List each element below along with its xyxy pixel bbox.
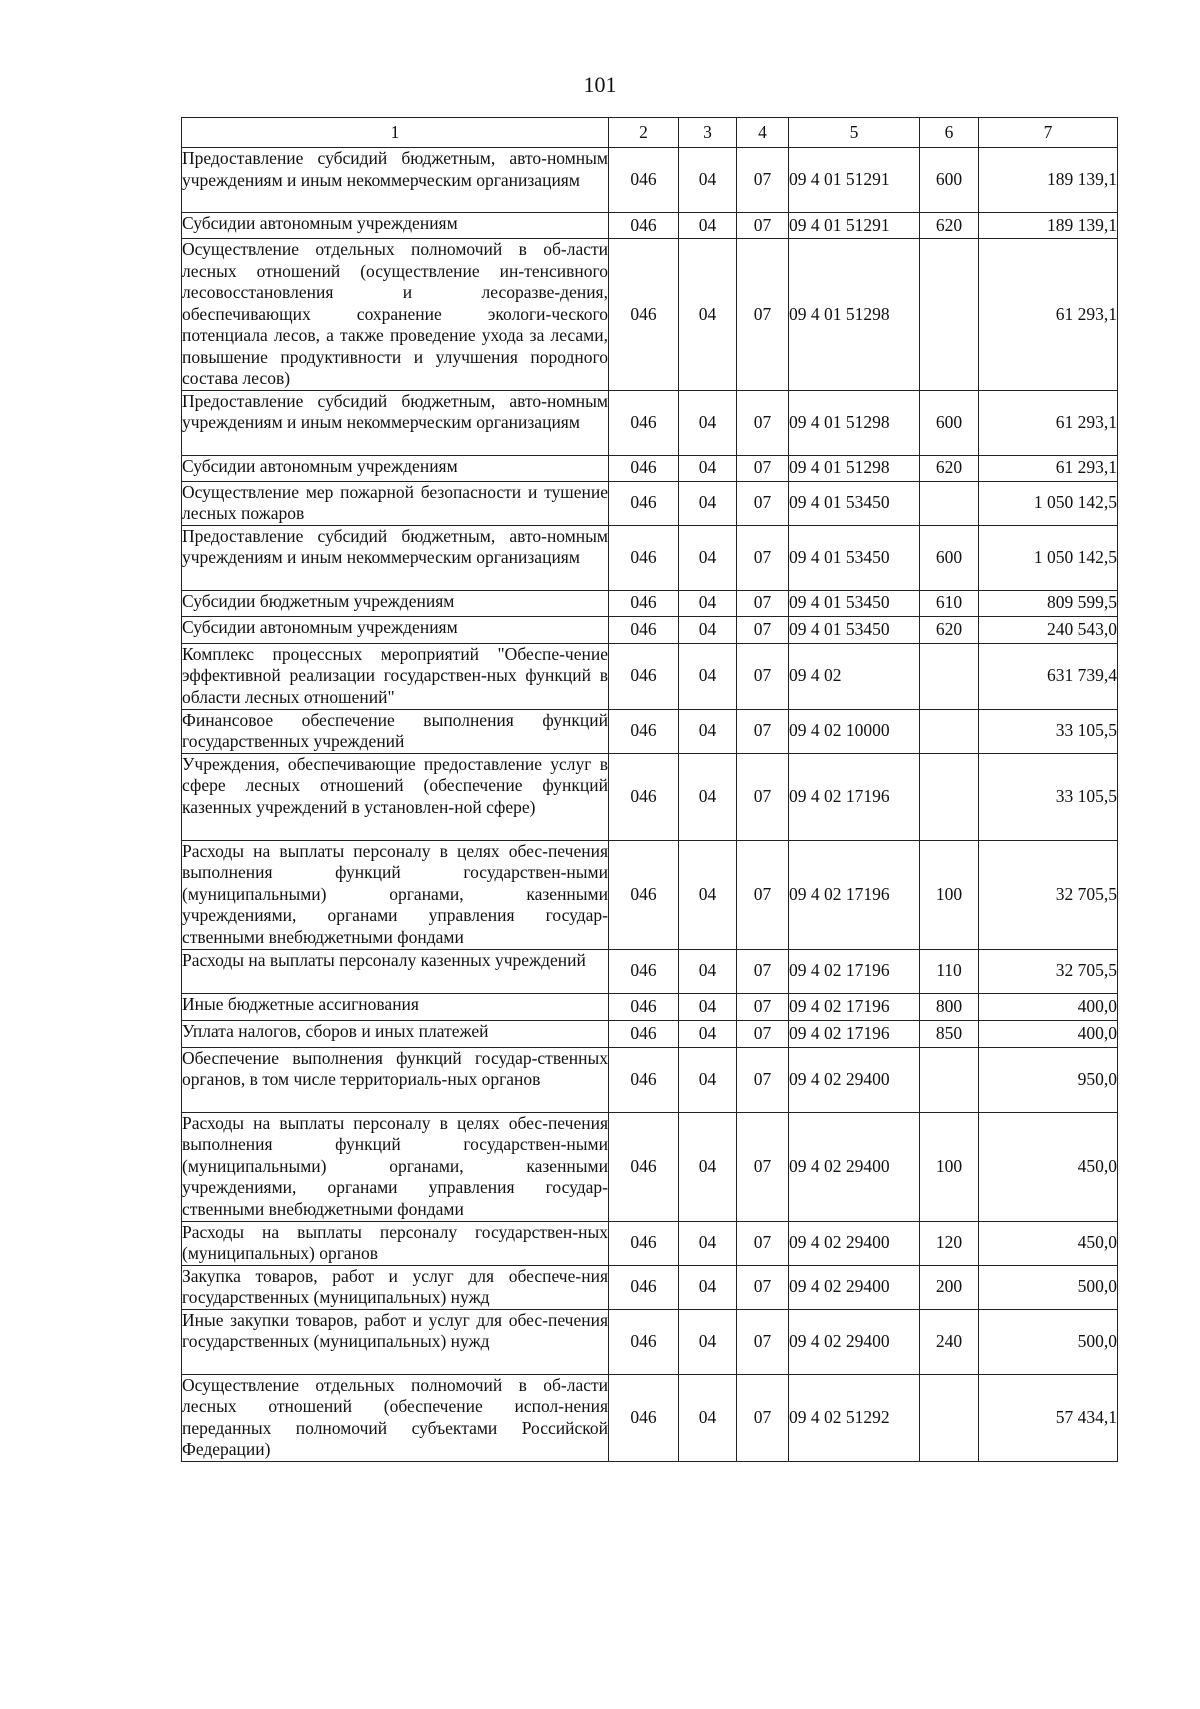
row-expense-type: 620 xyxy=(920,455,979,481)
row-section-code: 04 xyxy=(679,993,737,1020)
header-cell: 6 xyxy=(920,118,979,148)
row-ministry-code: 046 xyxy=(609,239,679,391)
row-section-code: 04 xyxy=(679,949,737,993)
row-expense-type: 610 xyxy=(920,590,979,616)
row-subsection-code: 07 xyxy=(737,949,789,993)
row-ministry-code: 046 xyxy=(609,1374,679,1461)
row-expense-type: 850 xyxy=(920,1020,979,1047)
row-ministry-code: 046 xyxy=(609,709,679,753)
table-row xyxy=(182,455,1118,481)
row-description: Учреждения, обеспечивающие предоставление услуг в сфере лесных отношений (обеспечение функций казенных учреждений в установлен-ной сфере) xyxy=(182,753,609,840)
row-expense-type xyxy=(920,753,979,840)
row-description: Уплата налогов, сборов и иных платежей xyxy=(182,1020,609,1047)
row-target-article: 09 4 02 17196 xyxy=(789,753,920,840)
header-cell: 2 xyxy=(609,118,679,148)
row-expense-type: 100 xyxy=(920,1112,979,1221)
row-section-code: 04 xyxy=(679,239,737,391)
row-amount: 500,0 xyxy=(979,1265,1118,1309)
row-amount: 189 139,1 xyxy=(979,213,1118,239)
row-ministry-code: 046 xyxy=(609,616,679,643)
row-section-code: 04 xyxy=(679,148,737,213)
row-description: Осуществление отдельных полномочий в об-ласти лесных отношений (обеспечение испол-нения переданных полномочий субъектами Российской Федерации) xyxy=(182,1374,608,1459)
table-row xyxy=(182,590,1118,616)
row-expense-type: 800 xyxy=(920,993,979,1020)
row-section-code: 04 xyxy=(679,709,737,753)
row-section-code: 04 xyxy=(679,1047,737,1112)
row-amount: 33 105,5 xyxy=(979,709,1118,753)
table-row xyxy=(182,1374,1118,1461)
row-target-article: 09 4 01 51298 xyxy=(789,239,920,391)
row-description: Иные закупки товаров, работ и услуг для обес-печения государственных (муниципальных) нужд xyxy=(182,1309,609,1374)
row-target-article: 09 4 01 51298 xyxy=(789,390,920,455)
row-target-article: 09 4 02 29400 xyxy=(789,1265,920,1309)
row-ministry-code: 046 xyxy=(609,1309,679,1374)
row-ministry-code: 046 xyxy=(609,1265,679,1309)
row-amount: 57 434,1 xyxy=(979,1374,1118,1461)
header-cell: 3 xyxy=(679,118,737,148)
row-subsection-code: 07 xyxy=(737,1374,789,1461)
row-target-article: 09 4 01 53450 xyxy=(789,590,920,616)
row-ministry-code: 046 xyxy=(609,525,679,590)
row-amount: 500,0 xyxy=(979,1309,1118,1374)
row-ministry-code: 046 xyxy=(609,753,679,840)
budget-table xyxy=(181,117,1118,1462)
row-section-code: 04 xyxy=(679,525,737,590)
row-section-code: 04 xyxy=(679,643,737,709)
row-target-article: 09 4 02 29400 xyxy=(789,1047,920,1112)
row-description: Расходы на выплаты персоналу в целях обес-печения выполнения функций государствен-ными (муниципальными) органами, казенными учреждениями, органами управления государ-ственными внебюджетными фондами xyxy=(182,1112,609,1221)
table-row xyxy=(182,481,1118,525)
row-amount: 809 599,5 xyxy=(979,590,1118,616)
row-target-article: 09 4 01 51291 xyxy=(789,213,920,239)
row-subsection-code: 07 xyxy=(737,213,789,239)
row-section-code: 04 xyxy=(679,1221,737,1265)
row-subsection-code: 07 xyxy=(737,993,789,1020)
row-target-article: 09 4 02 10000 xyxy=(789,709,920,753)
row-description: Субсидии автономным учреждениям xyxy=(182,213,609,239)
row-description: Комплекс процессных мероприятий "Обеспе-чение эффективной реализации государствен-ных функций в области лесных отношений" xyxy=(182,643,609,709)
row-target-article: 09 4 02 17196 xyxy=(789,949,920,993)
row-section-code: 04 xyxy=(679,455,737,481)
row-section-code: 04 xyxy=(679,1374,737,1461)
row-target-article: 09 4 02 17196 xyxy=(789,840,920,949)
row-subsection-code: 07 xyxy=(737,1221,789,1265)
row-expense-type: 600 xyxy=(920,148,979,213)
row-amount: 950,0 xyxy=(979,1047,1118,1112)
row-amount: 1 050 142,5 xyxy=(979,481,1118,525)
row-subsection-code: 07 xyxy=(737,1020,789,1047)
row-section-code: 04 xyxy=(679,616,737,643)
row-description: Закупка товаров, работ и услуг для обеспече-ния государственных (муниципальных) нужд xyxy=(182,1265,608,1307)
row-subsection-code: 07 xyxy=(737,840,789,949)
row-expense-type xyxy=(920,709,979,753)
row-subsection-code: 07 xyxy=(737,525,789,590)
row-description: Расходы на выплаты персоналу казенных учреждений xyxy=(182,949,609,993)
table-row xyxy=(182,1265,1118,1309)
row-ministry-code: 046 xyxy=(609,840,679,949)
header-cell: 1 xyxy=(182,118,609,148)
row-expense-type: 120 xyxy=(920,1221,979,1265)
table-row xyxy=(182,213,1118,239)
row-ministry-code: 046 xyxy=(609,949,679,993)
table-row xyxy=(182,753,1118,840)
row-subsection-code: 07 xyxy=(737,643,789,709)
row-description: Расходы на выплаты персоналу в целях обес-печения выполнения функций государствен-ными (муниципальными) органами, казенными учреждениями, органами управления государ-ственными внебюджетными фондами xyxy=(182,840,609,949)
row-amount: 631 739,4 xyxy=(979,643,1118,709)
row-expense-type xyxy=(920,643,979,709)
row-ministry-code: 046 xyxy=(609,993,679,1020)
table-row xyxy=(182,616,1118,643)
row-subsection-code: 07 xyxy=(737,753,789,840)
row-description: Финансовое обеспечение выполнения функций государственных учреждений xyxy=(182,709,608,751)
row-subsection-code: 07 xyxy=(737,1112,789,1221)
table-row xyxy=(182,709,1118,753)
row-section-code: 04 xyxy=(679,840,737,949)
table-row xyxy=(182,1047,1118,1112)
row-subsection-code: 07 xyxy=(737,148,789,213)
row-section-code: 04 xyxy=(679,1020,737,1047)
row-amount: 32 705,5 xyxy=(979,840,1118,949)
row-amount: 33 105,5 xyxy=(979,753,1118,840)
table-row xyxy=(182,1020,1118,1047)
row-expense-type: 110 xyxy=(920,949,979,993)
row-ministry-code: 046 xyxy=(609,1221,679,1265)
row-expense-type: 100 xyxy=(920,840,979,949)
row-subsection-code: 07 xyxy=(737,1265,789,1309)
row-description: Предоставление субсидий бюджетным, авто-номным учреждениям и иным некоммерческим организациям xyxy=(182,148,609,213)
header-cell: 4 xyxy=(737,118,789,148)
row-ministry-code: 046 xyxy=(609,1112,679,1221)
row-description: Иные бюджетные ассигнования xyxy=(182,993,609,1020)
row-target-article: 09 4 01 53450 xyxy=(789,525,920,590)
row-description: Предоставление субсидий бюджетным, авто-номным учреждениям и иным некоммерческим организациям xyxy=(182,525,609,590)
row-expense-type xyxy=(920,239,979,391)
row-subsection-code: 07 xyxy=(737,481,789,525)
row-ministry-code: 046 xyxy=(609,643,679,709)
row-description: Обеспечение выполнения функций государ-ственных органов, в том числе территориаль-ных органов xyxy=(182,1047,609,1112)
row-amount: 189 139,1 xyxy=(979,148,1118,213)
row-amount: 450,0 xyxy=(979,1221,1118,1265)
table-row xyxy=(182,1221,1118,1265)
row-expense-type: 200 xyxy=(920,1265,979,1309)
row-description: Субсидии автономным учреждениям xyxy=(182,455,609,481)
table-row xyxy=(182,643,1118,709)
row-section-code: 04 xyxy=(679,1309,737,1374)
row-ministry-code: 046 xyxy=(609,455,679,481)
row-description: Осуществление отдельных полномочий в об-ласти лесных отношений (осуществление ин-тенсивного лесовосстановления и лесоразве-дения, обеспечивающих сохранение экологи-ческого потенциала лесов, а также проведение ухода за лесами, повышение продуктивности и улучшения породного состава лесов) xyxy=(182,239,608,388)
row-amount: 61 293,1 xyxy=(979,455,1118,481)
row-amount: 61 293,1 xyxy=(979,239,1118,391)
row-expense-type: 600 xyxy=(920,525,979,590)
row-ministry-code: 046 xyxy=(609,590,679,616)
row-section-code: 04 xyxy=(679,213,737,239)
row-section-code: 04 xyxy=(679,390,737,455)
row-section-code: 04 xyxy=(679,1265,737,1309)
row-subsection-code: 07 xyxy=(737,709,789,753)
row-amount: 61 293,1 xyxy=(979,390,1118,455)
row-expense-type: 620 xyxy=(920,213,979,239)
table-row xyxy=(182,1309,1118,1374)
table-row xyxy=(182,148,1118,213)
row-subsection-code: 07 xyxy=(737,590,789,616)
row-expense-type xyxy=(920,481,979,525)
row-subsection-code: 07 xyxy=(737,239,789,391)
row-amount: 400,0 xyxy=(979,1020,1118,1047)
row-expense-type: 240 xyxy=(920,1309,979,1374)
row-ministry-code: 046 xyxy=(609,481,679,525)
row-section-code: 04 xyxy=(679,753,737,840)
row-target-article: 09 4 02 17196 xyxy=(789,1020,920,1047)
row-ministry-code: 046 xyxy=(609,1047,679,1112)
row-ministry-code: 046 xyxy=(609,148,679,213)
row-subsection-code: 07 xyxy=(737,455,789,481)
row-target-article: 09 4 01 53450 xyxy=(789,616,920,643)
row-target-article: 09 4 01 53450 xyxy=(789,481,920,525)
row-ministry-code: 046 xyxy=(609,390,679,455)
row-description: Субсидии бюджетным учреждениям xyxy=(182,590,609,616)
row-amount: 240 543,0 xyxy=(979,616,1118,643)
row-description: Осуществление мер пожарной безопасности и тушение лесных пожаров xyxy=(182,481,608,523)
row-expense-type xyxy=(920,1374,979,1461)
table-row xyxy=(182,239,1118,391)
row-description: Предоставление субсидий бюджетным, авто-номным учреждениям и иным некоммерческим организациям xyxy=(182,390,609,455)
table-row xyxy=(182,390,1118,455)
row-section-code: 04 xyxy=(679,590,737,616)
page-number: 101 xyxy=(583,72,617,97)
row-description: Расходы на выплаты персоналу государствен-ных (муниципальных) органов xyxy=(182,1221,608,1263)
row-target-article: 09 4 02 xyxy=(789,643,920,709)
table-row xyxy=(182,1112,1118,1221)
table-row xyxy=(182,840,1118,949)
row-subsection-code: 07 xyxy=(737,1047,789,1112)
row-target-article: 09 4 01 51291 xyxy=(789,148,920,213)
row-expense-type: 600 xyxy=(920,390,979,455)
row-ministry-code: 046 xyxy=(609,1020,679,1047)
header-row xyxy=(182,118,1118,148)
row-subsection-code: 07 xyxy=(737,390,789,455)
row-section-code: 04 xyxy=(679,481,737,525)
table-row xyxy=(182,993,1118,1020)
row-ministry-code: 046 xyxy=(609,213,679,239)
row-amount: 450,0 xyxy=(979,1112,1118,1221)
table-row xyxy=(182,949,1118,993)
row-expense-type: 620 xyxy=(920,616,979,643)
row-target-article: 09 4 01 51298 xyxy=(789,455,920,481)
row-target-article: 09 4 02 29400 xyxy=(789,1112,920,1221)
row-section-code: 04 xyxy=(679,1112,737,1221)
header-cell: 7 xyxy=(979,118,1118,148)
row-target-article: 09 4 02 17196 xyxy=(789,993,920,1020)
row-target-article: 09 4 02 51292 xyxy=(789,1374,920,1461)
row-target-article: 09 4 02 29400 xyxy=(789,1221,920,1265)
row-expense-type xyxy=(920,1047,979,1112)
row-description: Субсидии автономным учреждениям xyxy=(182,616,609,643)
row-subsection-code: 07 xyxy=(737,1309,789,1374)
row-amount: 400,0 xyxy=(979,993,1118,1020)
table-row xyxy=(182,525,1118,590)
row-amount: 32 705,5 xyxy=(979,949,1118,993)
row-target-article: 09 4 02 29400 xyxy=(789,1309,920,1374)
row-subsection-code: 07 xyxy=(737,616,789,643)
row-amount: 1 050 142,5 xyxy=(979,525,1118,590)
header-cell: 5 xyxy=(789,118,920,148)
